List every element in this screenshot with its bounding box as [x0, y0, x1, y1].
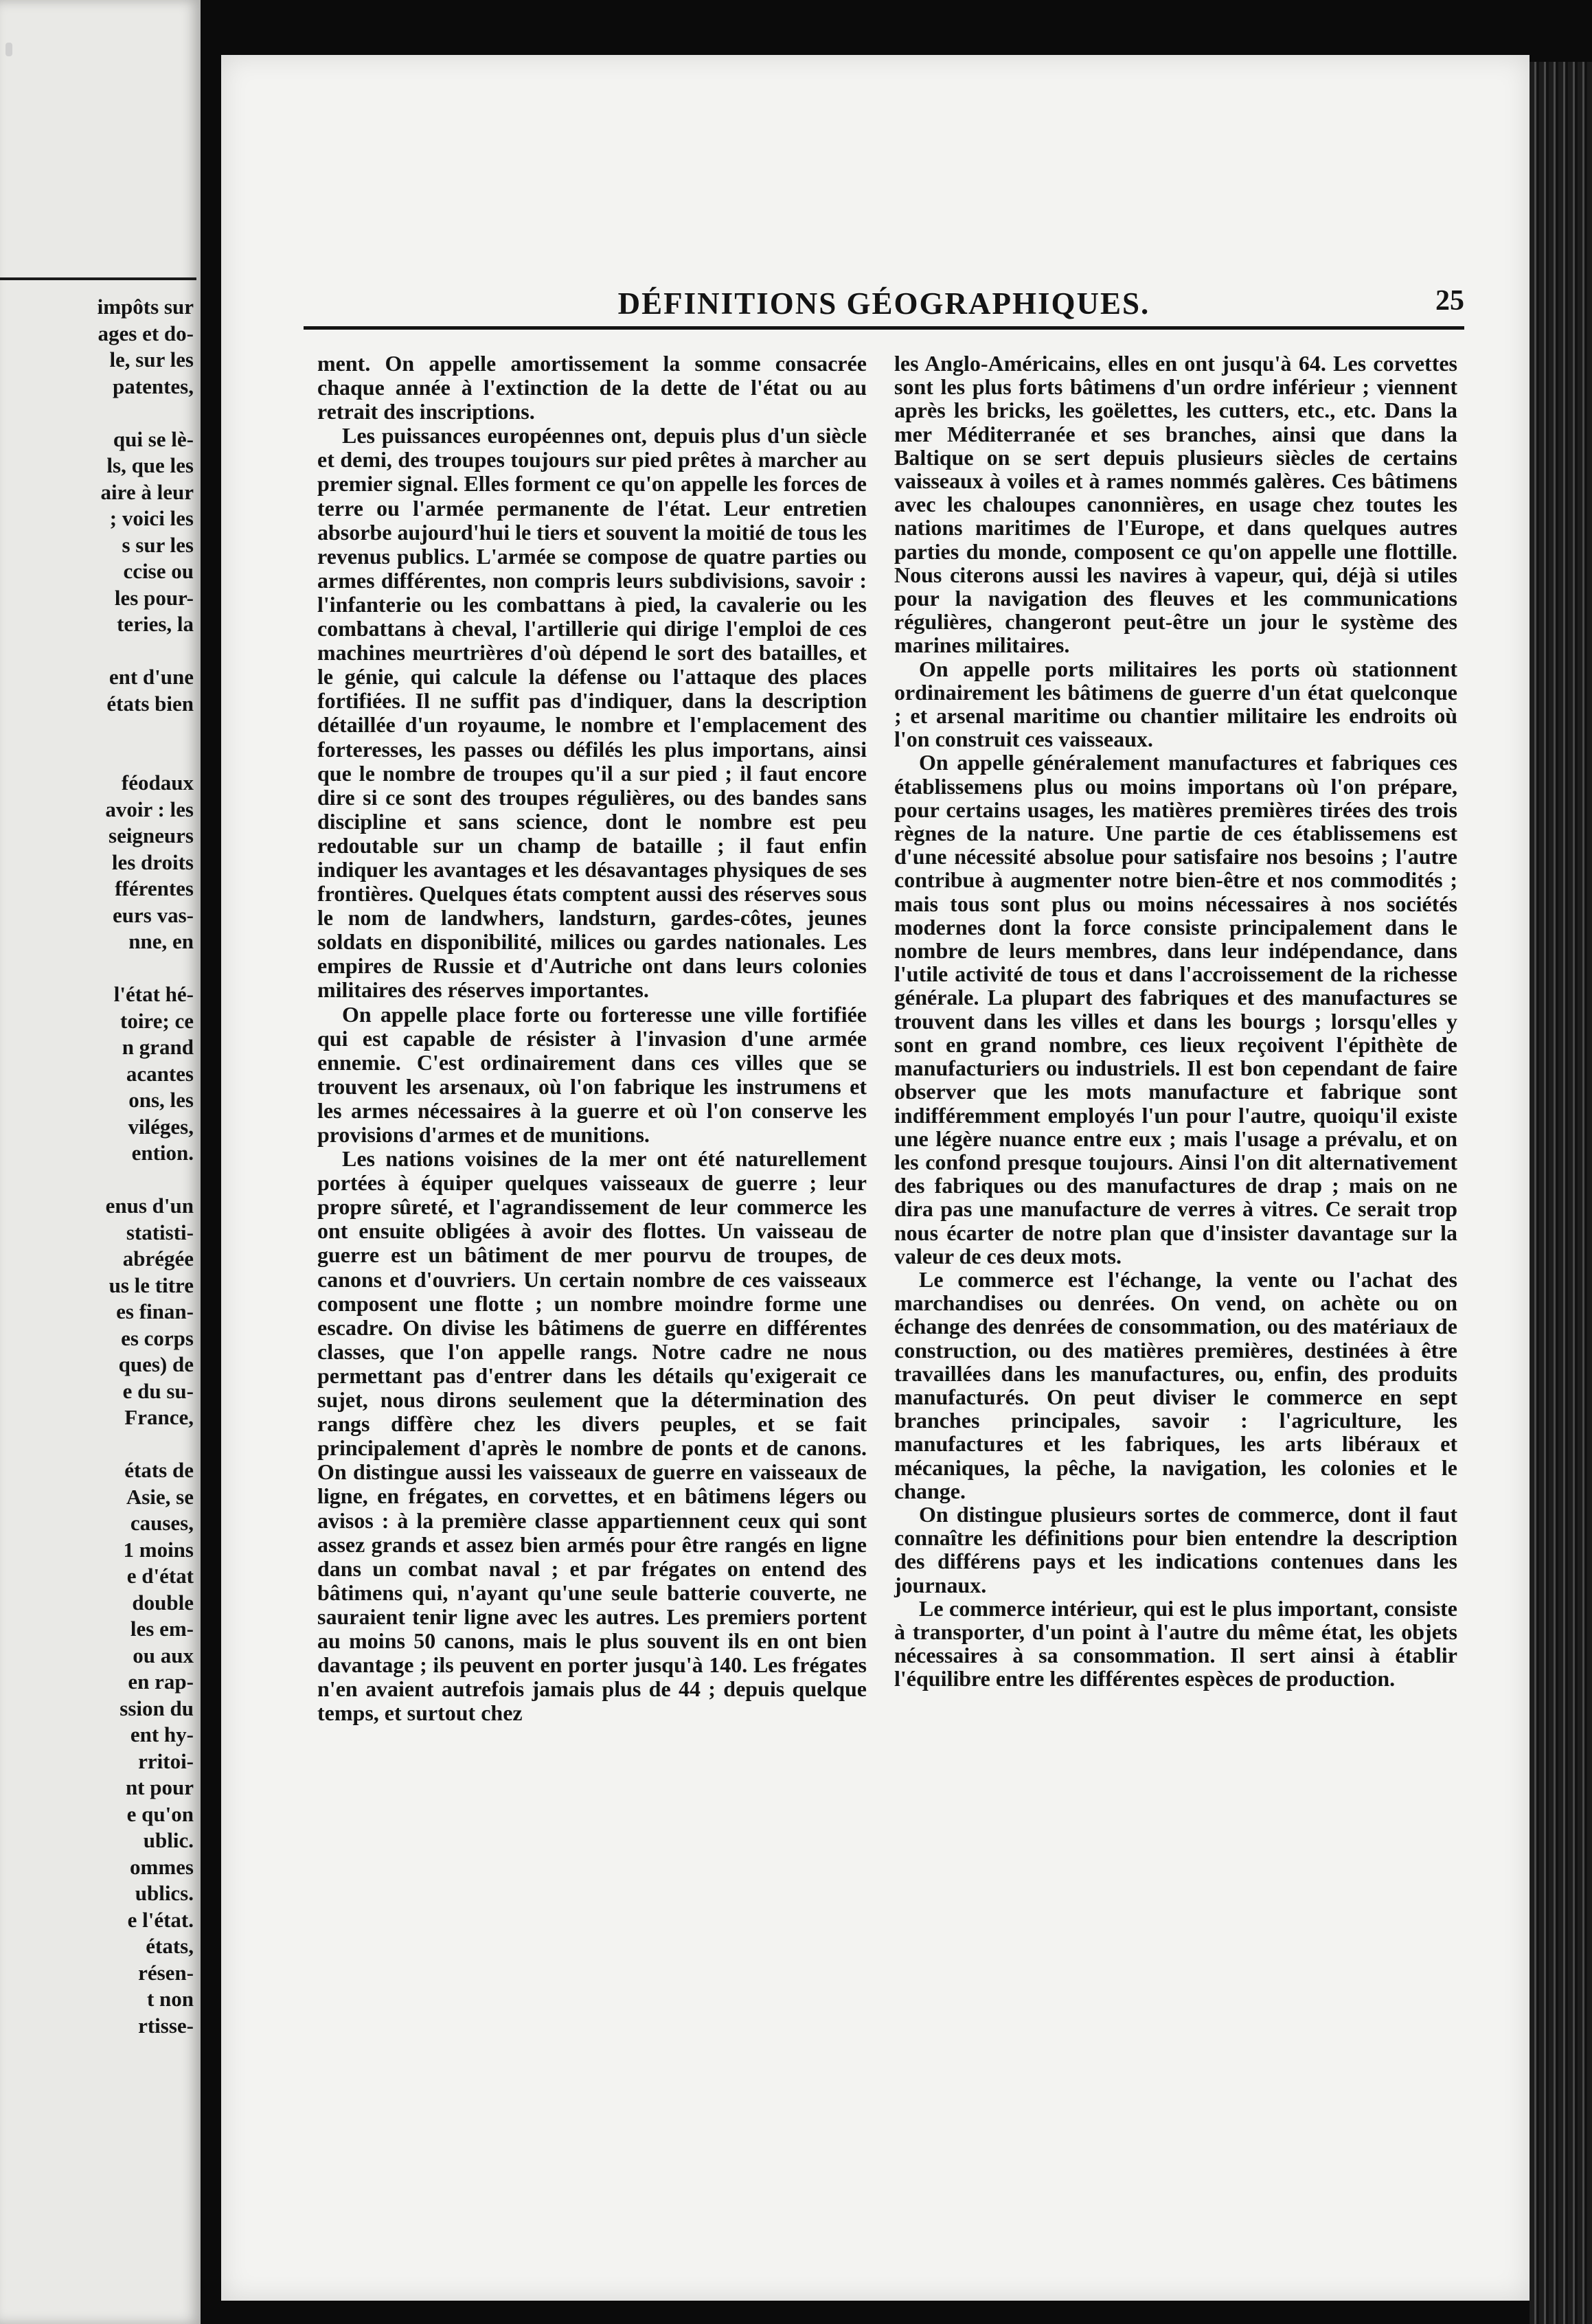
facing-page-rule	[0, 277, 196, 280]
facing-page-line	[0, 744, 194, 771]
facing-page-line: ls, que les	[106, 453, 194, 477]
facing-page-line: le, sur les	[109, 348, 194, 372]
facing-page-line: ublic.	[143, 1828, 194, 1852]
book-page	[221, 55, 1530, 2301]
facing-page-line: états,	[146, 1934, 194, 1958]
paragraph: Les puissances européennes ont, depuis plus d'un siècle et demi, des troupes toujours sur pied prêtes à marcher au premier signal. Elles forment ce qu'on appelle les forces de terre ou l'armée permanente de l'état. Leur entretien absorbe aujourd'hui le tiers et souvent la moitié de tous les revenus publics. L'armée se compose de quatre parties ou armes différentes, non compris leurs subdivisions, savoir : l'infanterie ou les combattans à pied, la cavalerie ou les combattans à cheval, l'artillerie qui dirige l'emploi de ces machines meurtrières d'où dépend le sort des batailles, et le génie, qui calcule la défense ou l'attaque des places fortifiées. Il ne suffit pas d'indiquer, dans la description détaillée d'un royaume, le nombre et l'emplacement des forteresses, les passes ou défilés les plus importans, ainsi que le nombre de troupes qu'il a sur pied ; il faut encore dire si ce sont des troupes régulières, ou des bandes sans discipline et sans science, dont le nombre est peu redoutable sur un champ de bataille ; il faut enfin indiquer les avantages et les désavantages physiques de ses frontières. Quelques états comptent aussi des réserves sous le nom de landwhers, landsturn, gardes-côtes, jeunes soldats en disponibilité, milices ou gardes nationales. Les empires de Russie et d'Autriche ont dans leurs colonies militaires des réserves importantes.	[317, 423, 867, 1003]
facing-page-line: ; voici les	[109, 506, 194, 530]
facing-page-line: avoir : les	[105, 797, 194, 821]
facing-page-line: nt pour	[125, 1775, 194, 1799]
facing-page-line: ssion du	[120, 1696, 194, 1720]
text-column-left	[317, 352, 867, 1725]
facing-page-line: France,	[124, 1405, 194, 1429]
facing-page-line: n grand	[122, 1035, 194, 1059]
facing-page-line: ommes	[130, 1854, 194, 1879]
facing-page-line: rritoi-	[138, 1748, 194, 1773]
facing-page-line: e du su-	[122, 1378, 194, 1403]
book-gutter	[201, 0, 221, 2324]
facing-page-line: en rap-	[128, 1670, 194, 1694]
facing-page-line: rtisse-	[138, 2013, 194, 2038]
paragraph: Le commerce est l'échange, la vente ou l'achat des marchandises ou denrées. On vend, on achète ou on échange des denrées de consommation, ou des matériaux de construction, ou des matières premières, destinées à être travaillées dans les manufactures, ou, enfin, des produits manufacturés. On peut diviser le commerce en sept branches principales, savoir : l'agriculture, les manufactures et les fabriques, les arts libéraux et mécaniques, la pêche, la navigation, les colonies et le change.	[894, 1266, 1457, 1503]
facing-page-line	[0, 717, 194, 744]
facing-page-line: teries, la	[117, 612, 194, 636]
facing-page-line: les pour-	[114, 585, 194, 610]
header-rule	[304, 326, 1464, 330]
facing-page-line: états bien	[106, 691, 194, 716]
facing-page-line: ublics.	[135, 1881, 194, 1905]
paragraph: On appelle place forte ou forteresse une ville fortifiée qui est capable de résister à l'invasion d'une armée ennemie. C'est ordinairement dans ces villes que se trouvent les arsenaux, où l'on fabrique les instrumens et les armes nécessaires à la guerre et où l'on conserve les provisions d'armes et de munitions.	[317, 1001, 867, 1147]
paragraph: Les nations voisines de la mer ont été naturellement portées à équiper quelques vaisseaux de guerre ; leur propre sûreté, et l'agrandissement de leur commerce les ont ensuite obligées à avoir des flottes. Un vaisseau de guerre est un bâtiment de mer pourvu de troupes, de canons et d'ouvriers. Un certain nombre de ces vaisseaux composent une flotte ; un nombre moindre forme une escadre. On divise les bâtimens de guerre en différentes classes, que l'on appelle rangs. Notre cadre ne nous permettant pas d'entrer dans les détails qu'exigerait ce sujet, nous dirons seulement que la détermination des rangs diffère chez les divers peuples, et se fait principalement d'après le nombre de ponts et de canons. On distingue aussi les vaisseaux de guerre en vaisseaux de ligne, en frégates, en corvettes, et en bâtimens légers ou avisos : à la première classe appartiennent ceux qui sont assez grands et assez bien armés pour être rangés en ligne dans un combat naval ; et par frégates on entend des bâtimens qui, n'ayant qu'une seule batterie couverte, ne sauraient tenir ligne avec les autres. Les premiers portent au moins 50 canons, mais le plus souvent ils en ont bien davantage ; ils peuvent en porter jusqu'à 140. Les frégates n'en avaient autrefois jamais plus de 44 ; depuis quelque temps, et surtout chez	[317, 1146, 867, 1726]
facing-page-line: e l'état.	[127, 1907, 194, 1932]
facing-page-line: aire à leur	[100, 479, 194, 504]
facing-page-line: les em-	[130, 1617, 194, 1641]
facing-page-line: états de	[124, 1458, 194, 1482]
facing-page-line: ques) de	[118, 1352, 194, 1376]
facing-page-line: double	[132, 1590, 194, 1615]
text-column-right	[894, 352, 1457, 1691]
facing-page-line: t non	[146, 1987, 194, 2011]
facing-page-line: acantes	[126, 1061, 194, 1086]
facing-page-line: enus d'un	[105, 1194, 194, 1218]
facing-page-line: viléges,	[128, 1114, 194, 1139]
facing-page-line: es finan-	[116, 1299, 194, 1323]
paragraph: On appelle ports militaires les ports où stationnent ordinairement les bâtimens de guerre d'un état quelconque ; et arsenal maritime ou chantier militaire les endroits où l'on construit ces vaisseaux.	[894, 656, 1457, 752]
facing-page-line	[0, 1431, 194, 1458]
facing-page-line: statisti-	[126, 1220, 194, 1244]
facing-page-line: ou aux	[133, 1643, 194, 1667]
facing-page-line: ccise ou	[123, 559, 194, 583]
facing-page-line: ons, les	[128, 1088, 194, 1112]
paragraph: Le commerce intérieur, qui est le plus important, consiste à transporter, d'un point à l'autre du même état, les objets nécessaires à sa consommation. Il sert ainsi à établir l'équilibre entre les différentes espèces de production.	[894, 1595, 1457, 1691]
running-title: DÉFINITIONS GÉOGRAPHIQUES.	[617, 286, 1150, 321]
facing-page-line: es corps	[121, 1325, 194, 1350]
facing-page-line: abrégée	[122, 1246, 194, 1271]
page-header	[304, 227, 1464, 323]
facing-page	[0, 0, 201, 2324]
facing-page-line: féodaux	[121, 771, 194, 795]
paragraph: les Anglo-Américains, elles en ont jusqu'à 64. Les corvettes sont les plus forts bâtimens d'un ordre inférieur ; viennent après les bricks, les goëlettes, les cutters, etc., etc. Dans la mer Méditerranée et ses branches, ainsi que dans la Baltique on se sert depuis plusieurs siècles de certains vaisseaux à voiles et à rames nommés galères. Ces bâtimens avec les chaloupes canonnières, en usage chez toutes les nations maritimes de l'Europe, et dans quelques autres parties du monde, composent ce qu'on appelle une flottille. Nous citerons aussi les navires à vapeur, qui, déjà si utiles pour la navigation des fleuves et les communications régulières, changeront peut-être un jour le système des marines militaires.	[894, 351, 1457, 658]
facing-page-line: ent hy-	[130, 1722, 194, 1746]
facing-page-line	[0, 638, 194, 665]
facing-page-text	[0, 294, 194, 2039]
facing-page-line: eurs vas-	[113, 902, 194, 927]
facing-page-line: seigneurs	[109, 823, 194, 847]
facing-page-line	[0, 955, 194, 982]
facing-page-line	[0, 400, 194, 426]
facing-page-line: ention.	[131, 1141, 194, 1165]
facing-page-line: qui se lè-	[113, 426, 194, 451]
page-number: 25	[1435, 285, 1464, 317]
facing-page-line: toire; ce	[120, 1008, 194, 1033]
facing-page-line: 1 moins	[123, 1537, 194, 1562]
facing-page-line: patentes,	[113, 374, 194, 398]
facing-page-line: impôts sur	[97, 295, 194, 319]
facing-page-line: fférentes	[115, 876, 194, 900]
facing-page-line: s sur les	[122, 532, 194, 557]
facing-page-line: l'état hé-	[113, 982, 194, 1006]
facing-page-line: Asie, se	[126, 1484, 194, 1509]
paragraph: On appelle généralement manufactures et fabriques ces établissemens plus ou moins importans où l'on prépare, pour certains usages, les matières premières tirées des trois règnes de la nature. Une partie de ces établissemens est d'une nécessité absolue pour satisfaire nos besoins ; l'autre contribue à augmenter notre bien-être et nos commodités ; mais tous sont plus ou moins nécessaires à nos sociétés modernes dont la force consiste principalement dans le nombre de leurs membres, dans leur indépendance, dans l'utile activité de tous et dans l'accroissement de la richesse générale. La plupart des fabriques et des manufactures se trouvent dans les villes et dans les bourgs ; lorsqu'elles y sont en grand nombre, ces lieux reçoivent l'épithète de manufacturiers ou industriels. Il est bon cependant de faire observer que les mots manufacture et fabrique sont indifféremment employés l'un pour l'autre, quoiqu'il existe une légère nuance entre eux ; mais l'usage a prévalu, et on les confond presque toujours. Ainsi l'on dit alternativement des fabriques ou des manufactures de drap ; mais on ne dira pas une manufacture de verres à vitres. Ce serait trop nous écarter de notre plan que d'insister davantage sur la valeur de ces deux mots.	[894, 750, 1457, 1268]
page-edges	[1530, 62, 1592, 2324]
facing-page-line: e qu'on	[126, 1801, 194, 1826]
facing-page-line: causes,	[130, 1511, 194, 1535]
facing-page-line	[0, 1167, 194, 1194]
facing-page-line: us le titre	[109, 1273, 194, 1297]
facing-page-line: les droits	[111, 850, 194, 874]
facing-page-line: ent d'une	[109, 665, 194, 689]
paragraph: ment. On appelle amortissement la somme consacrée chaque année à l'extinction de la dette de l'état ou au retrait des inscriptions.	[317, 351, 867, 424]
binding-mark	[5, 43, 12, 56]
facing-page-line: nne, en	[128, 929, 194, 953]
facing-page-line: ages et do-	[98, 321, 194, 345]
facing-page-line: résen-	[138, 1960, 194, 1985]
facing-page-line: e d'état	[126, 1564, 194, 1588]
paragraph: On distingue plusieurs sortes de commerce, dont il faut connaître les définitions pour bien entendre la description des différens pays et les indications contenues dans les journaux.	[894, 1501, 1457, 1597]
